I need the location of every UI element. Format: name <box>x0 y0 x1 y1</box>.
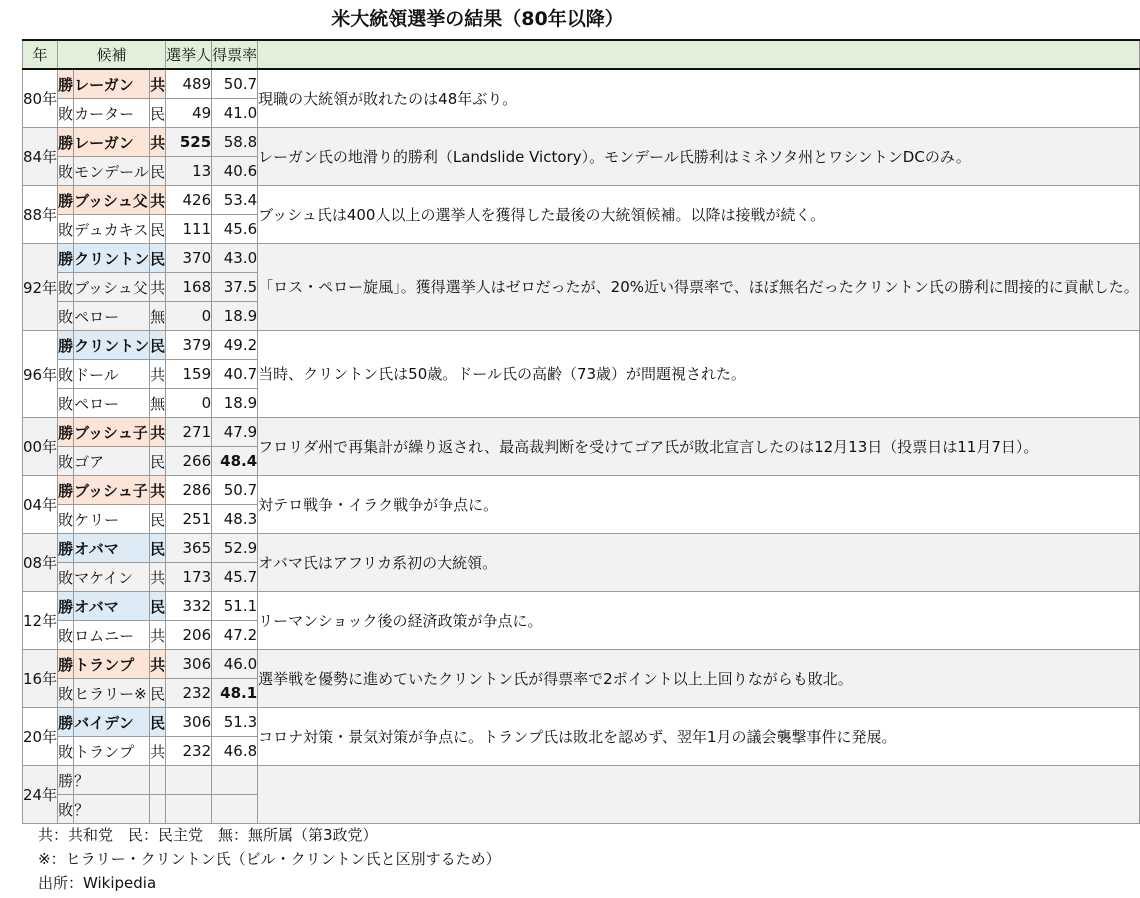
result-label: 勝 <box>58 476 74 505</box>
candidate-name: モンデール <box>74 157 150 186</box>
vote-rate-value: 51.1 <box>212 592 258 621</box>
vote-rate-value: 18.9 <box>212 389 258 418</box>
winner-row <box>23 766 1140 795</box>
party-label: 民 <box>150 708 166 737</box>
result-label: 勝 <box>58 650 74 679</box>
result-label: 敗 <box>58 679 74 708</box>
winner-row <box>23 418 1140 447</box>
election-note: オバマ氏はアフリカ系初の大統領。 <box>258 534 1140 592</box>
result-label: 勝 <box>58 534 74 563</box>
party-label: 共 <box>150 360 166 389</box>
candidate-name: ブッシュ父 <box>74 273 150 302</box>
electors-value: 232 <box>166 679 212 708</box>
party-label: 共 <box>150 563 166 592</box>
electors-value: 251 <box>166 505 212 534</box>
vote-rate-value: 43.0 <box>212 244 258 273</box>
election-year: 84年 <box>23 128 58 186</box>
candidate-name: オバマ <box>74 534 150 563</box>
party-label: 共 <box>150 621 166 650</box>
party-label: 民 <box>150 99 166 128</box>
candidate-name: ブッシュ子 <box>74 418 150 447</box>
result-label: 勝 <box>58 128 74 157</box>
electors-value: 0 <box>166 302 212 331</box>
candidate-name: ？ <box>74 766 150 795</box>
party-label: 共 <box>150 650 166 679</box>
party-label <box>150 766 166 795</box>
party-label: 共 <box>150 186 166 215</box>
electors-value: 173 <box>166 563 212 592</box>
result-label: 勝 <box>58 766 74 795</box>
electors-value: 159 <box>166 360 212 389</box>
electors-value: 206 <box>166 621 212 650</box>
election-group <box>23 186 1140 244</box>
footnotes <box>38 823 501 895</box>
page-title: 米大統領選挙の結果（80年以降） <box>331 8 624 30</box>
party-label: 無 <box>150 302 166 331</box>
party-label: 民 <box>150 215 166 244</box>
result-label: 敗 <box>58 215 74 244</box>
result-label: 勝 <box>58 592 74 621</box>
electors-value: 266 <box>166 447 212 476</box>
vote-rate-value: 51.3 <box>212 708 258 737</box>
election-year: 20年 <box>23 708 58 766</box>
vote-rate-value: 47.2 <box>212 621 258 650</box>
election-results-table <box>22 39 1140 824</box>
vote-rate-value: 53.4 <box>212 186 258 215</box>
electors-value: 271 <box>166 418 212 447</box>
header-electors: 選挙人 <box>166 40 212 69</box>
result-label: 勝 <box>58 244 74 273</box>
winner-row <box>23 128 1140 157</box>
result-label: 勝 <box>58 331 74 360</box>
party-label: 共 <box>150 737 166 766</box>
candidate-name: ペロー <box>74 389 150 418</box>
electors-value: 379 <box>166 331 212 360</box>
result-label: 敗 <box>58 273 74 302</box>
result-label: 敗 <box>58 389 74 418</box>
party-label: 共 <box>150 418 166 447</box>
election-year: 88年 <box>23 186 58 244</box>
vote-rate-value: 46.8 <box>212 737 258 766</box>
party-label: 民 <box>150 331 166 360</box>
election-year: 04年 <box>23 476 58 534</box>
election-note: 当時、クリントン氏は50歳。ドール氏の高齢（73歳）が問題視された。 <box>258 331 1140 418</box>
party-label: 共 <box>150 476 166 505</box>
vote-rate-value: 52.9 <box>212 534 258 563</box>
vote-rate-value: 49.2 <box>212 331 258 360</box>
electors-value: 111 <box>166 215 212 244</box>
candidate-name: ブッシュ子 <box>74 476 150 505</box>
election-year: 96年 <box>23 331 58 418</box>
result-label: 勝 <box>58 186 74 215</box>
header-vote-rate: 得票率 <box>212 40 258 69</box>
winner-row <box>23 708 1140 737</box>
winner-row <box>23 592 1140 621</box>
party-label <box>150 795 166 824</box>
election-year: 16年 <box>23 650 58 708</box>
election-group <box>23 476 1140 534</box>
candidate-name: ブッシュ父 <box>74 186 150 215</box>
result-label: 敗 <box>58 157 74 186</box>
result-label: 敗 <box>58 99 74 128</box>
candidate-name: バイデン <box>74 708 150 737</box>
election-year: 92年 <box>23 244 58 331</box>
candidate-name: ペロー <box>74 302 150 331</box>
electors-value: 49 <box>166 99 212 128</box>
candidate-name: ？ <box>74 795 150 824</box>
electors-value: 286 <box>166 476 212 505</box>
party-label: 民 <box>150 679 166 708</box>
candidate-name: レーガン <box>74 128 150 157</box>
result-label: 敗 <box>58 447 74 476</box>
winner-row <box>23 331 1140 360</box>
winner-row <box>23 244 1140 273</box>
election-year: 24年 <box>23 766 58 824</box>
party-label: 共 <box>150 128 166 157</box>
election-note: リーマンショック後の経済政策が争点に。 <box>258 592 1140 650</box>
vote-rate-value: 40.6 <box>212 157 258 186</box>
election-note: レーガン氏の地滑り的勝利（Landslide Victory）。モンデール氏勝利はミネソタ州とワシントンDCのみ。 <box>258 128 1140 186</box>
candidate-name: ドール <box>74 360 150 389</box>
election-note <box>258 766 1140 824</box>
electors-value <box>166 795 212 824</box>
party-label: 民 <box>150 157 166 186</box>
party-label: 共 <box>150 69 166 99</box>
vote-rate-value <box>212 795 258 824</box>
vote-rate-value: 58.8 <box>212 128 258 157</box>
vote-rate-value: 47.9 <box>212 418 258 447</box>
party-label: 無 <box>150 389 166 418</box>
election-note: 対テロ戦争・イラク戦争が争点に。 <box>258 476 1140 534</box>
result-label: 敗 <box>58 795 74 824</box>
header-year: 年 <box>23 40 58 69</box>
election-note: 現職の大統領が敗れたのは48年ぶり。 <box>258 69 1140 128</box>
election-group <box>23 708 1140 766</box>
electors-value: 13 <box>166 157 212 186</box>
vote-rate-value: 40.7 <box>212 360 258 389</box>
candidate-name: クリントン <box>74 331 150 360</box>
election-group <box>23 534 1140 592</box>
party-label: 民 <box>150 592 166 621</box>
vote-rate-value: 45.7 <box>212 563 258 592</box>
electors-value: 168 <box>166 273 212 302</box>
electors-value: 525 <box>166 128 212 157</box>
vote-rate-value: 46.0 <box>212 650 258 679</box>
header-candidate: 候補 <box>58 40 166 69</box>
election-group <box>23 650 1140 708</box>
candidate-name: トランプ <box>74 650 150 679</box>
election-group <box>23 766 1140 824</box>
election-group <box>23 592 1140 650</box>
winner-row <box>23 650 1140 679</box>
electors-value: 0 <box>166 389 212 418</box>
candidate-name: ヒラリー※ <box>74 679 150 708</box>
result-label: 敗 <box>58 563 74 592</box>
result-label: 敗 <box>58 621 74 650</box>
result-label: 勝 <box>58 418 74 447</box>
vote-rate-value: 48.3 <box>212 505 258 534</box>
vote-rate-value: 48.4 <box>212 447 258 476</box>
electors-value: 365 <box>166 534 212 563</box>
election-group <box>23 244 1140 331</box>
winner-row <box>23 476 1140 505</box>
footnote-hillary: ※：ヒラリー・クリントン氏（ビル・クリントン氏と区別するため） <box>38 850 501 868</box>
winner-row <box>23 69 1140 99</box>
election-group <box>23 331 1140 418</box>
result-label: 敗 <box>58 360 74 389</box>
result-label: 敗 <box>58 302 74 331</box>
party-label: 民 <box>150 244 166 273</box>
candidate-name: クリントン <box>74 244 150 273</box>
result-label: 勝 <box>58 708 74 737</box>
footnote-party-legend: 共：共和党 民：民主党 無：無所属（第3政党） <box>38 826 378 844</box>
electors-value: 426 <box>166 186 212 215</box>
election-group <box>23 128 1140 186</box>
electors-value: 370 <box>166 244 212 273</box>
candidate-name: ロムニー <box>74 621 150 650</box>
electors-value: 232 <box>166 737 212 766</box>
electors-value: 306 <box>166 708 212 737</box>
header-notes <box>258 40 1140 69</box>
winner-row <box>23 186 1140 215</box>
vote-rate-value: 41.0 <box>212 99 258 128</box>
candidate-name: オバマ <box>74 592 150 621</box>
party-label: 民 <box>150 447 166 476</box>
vote-rate-value: 50.7 <box>212 69 258 99</box>
vote-rate-value: 48.1 <box>212 679 258 708</box>
election-note: コロナ対策・景気対策が争点に。トランプ氏は敗北を認めず、翌年1月の議会襲撃事件に発展。 <box>258 708 1140 766</box>
election-year: 12年 <box>23 592 58 650</box>
election-note: 「ロス・ペロー旋風」。獲得選挙人はゼロだったが、20%近い得票率で、ほぼ無名だったクリントン氏の勝利に間接的に貢献した。 <box>258 244 1140 331</box>
election-year: 80年 <box>23 69 58 128</box>
election-note: フロリダ州で再集計が繰り返され、最高裁判断を受けてゴア氏が敗北宣言したのは12月13日（投票日は11月7日）。 <box>258 418 1140 476</box>
vote-rate-value: 45.6 <box>212 215 258 244</box>
party-label: 民 <box>150 534 166 563</box>
election-group <box>23 69 1140 128</box>
electors-value: 306 <box>166 650 212 679</box>
vote-rate-value: 37.5 <box>212 273 258 302</box>
party-label: 民 <box>150 505 166 534</box>
result-label: 勝 <box>58 69 74 99</box>
election-year: 08年 <box>23 534 58 592</box>
vote-rate-value: 18.9 <box>212 302 258 331</box>
election-note: 選挙戦を優勢に進めていたクリントン氏が得票率で2ポイント以上上回りながらも敗北。 <box>258 650 1140 708</box>
candidate-name: ケリー <box>74 505 150 534</box>
vote-rate-value: 50.7 <box>212 476 258 505</box>
table-header <box>23 40 1140 69</box>
electors-value <box>166 766 212 795</box>
party-label: 共 <box>150 273 166 302</box>
election-year: 00年 <box>23 418 58 476</box>
winner-row <box>23 534 1140 563</box>
electors-value: 489 <box>166 69 212 99</box>
candidate-name: トランプ <box>74 737 150 766</box>
candidate-name: ゴア <box>74 447 150 476</box>
vote-rate-value <box>212 766 258 795</box>
result-label: 敗 <box>58 737 74 766</box>
candidate-name: デュカキス <box>74 215 150 244</box>
candidate-name: レーガン <box>74 69 150 99</box>
election-note: ブッシュ氏は400人以上の選挙人を獲得した最後の大統領候補。以降は接戦が続く。 <box>258 186 1140 244</box>
candidate-name: カーター <box>74 99 150 128</box>
electors-value: 332 <box>166 592 212 621</box>
election-group <box>23 418 1140 476</box>
candidate-name: マケイン <box>74 563 150 592</box>
footnote-source: 出所：Wikipedia <box>38 874 157 892</box>
result-label: 敗 <box>58 505 74 534</box>
